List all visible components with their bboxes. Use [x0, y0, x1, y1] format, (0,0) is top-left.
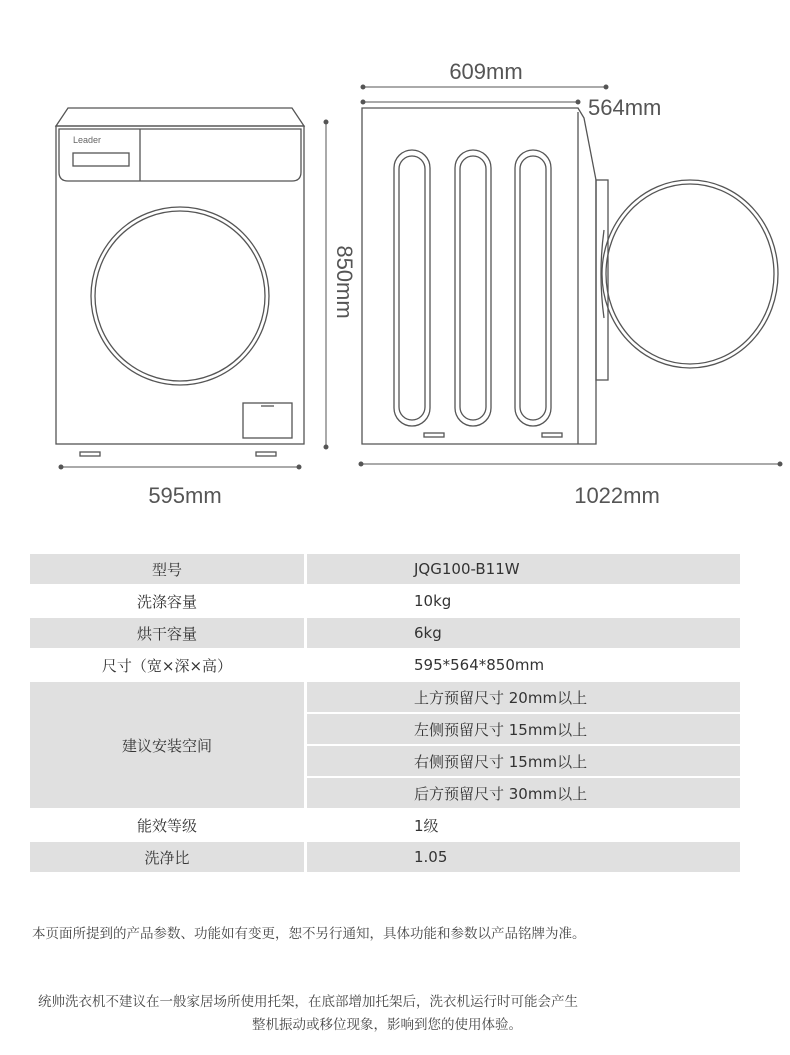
spec-label: 洗涤容量 — [30, 586, 304, 616]
spec-value: 右侧预留尺寸 15mm以上 — [307, 746, 740, 776]
front-view — [56, 108, 304, 456]
spec-value: 6kg — [307, 618, 740, 648]
spec-label: 能效等级 — [30, 810, 304, 840]
spec-value: 10kg — [307, 586, 740, 616]
install-note-line-1: 统帅洗衣机不建议在一般家居场所使用托架，在底部增加托架后，洗衣机运行时可能会产生 — [38, 994, 578, 1010]
spec-value: JQG100-B11W — [307, 554, 740, 584]
spec-value: 上方预留尺寸 20mm以上 — [307, 682, 740, 712]
spec-label: 建议安装空间 — [30, 682, 304, 808]
depth-body-dimension-line — [361, 100, 580, 104]
spec-table — [30, 552, 740, 874]
spec-value: 1.05 — [307, 842, 740, 872]
depth-door-dimension-line — [359, 462, 782, 466]
height-label: 850mm — [332, 245, 357, 319]
side-view — [362, 108, 778, 444]
spec-label: 型号 — [30, 554, 304, 584]
width-label: 595mm — [148, 483, 222, 508]
spec-value: 595*564*850mm — [307, 650, 740, 680]
spec-row-energy — [30, 810, 740, 840]
spec-label: 尺寸（宽×深×高） — [30, 650, 304, 680]
spec-row-dry-capacity — [30, 618, 740, 648]
spec-label: 洗净比 — [30, 842, 304, 872]
depth-door-label: 1022mm — [574, 483, 660, 508]
spec-row-install-space — [30, 682, 740, 712]
brand-logo: Leader — [73, 135, 102, 145]
spec-value: 后方预留尺寸 30mm以上 — [307, 778, 740, 808]
depth-total-label: 609mm — [449, 59, 523, 84]
disclaimer-note: 本页面所提到的产品参数、功能如有变更，恕不另行通知，具体功能和参数以产品铭牌为准。 — [32, 926, 586, 942]
install-note-line-2: 整机振动或移位现象，影响到您的使用体验。 — [252, 1017, 522, 1033]
spec-row-model — [30, 554, 740, 584]
depth-total-dimension-line — [361, 85, 608, 89]
spec-row-size — [30, 650, 740, 680]
depth-body-label: 564mm — [588, 95, 662, 120]
spec-row-wash-ratio — [30, 842, 740, 872]
spec-row-wash-capacity — [30, 586, 740, 616]
width-dimension-line — [59, 465, 301, 469]
spec-value: 左侧预留尺寸 15mm以上 — [307, 714, 740, 744]
spec-label: 烘干容量 — [30, 618, 304, 648]
height-dimension-line — [324, 120, 328, 449]
spec-value: 1级 — [307, 810, 740, 840]
